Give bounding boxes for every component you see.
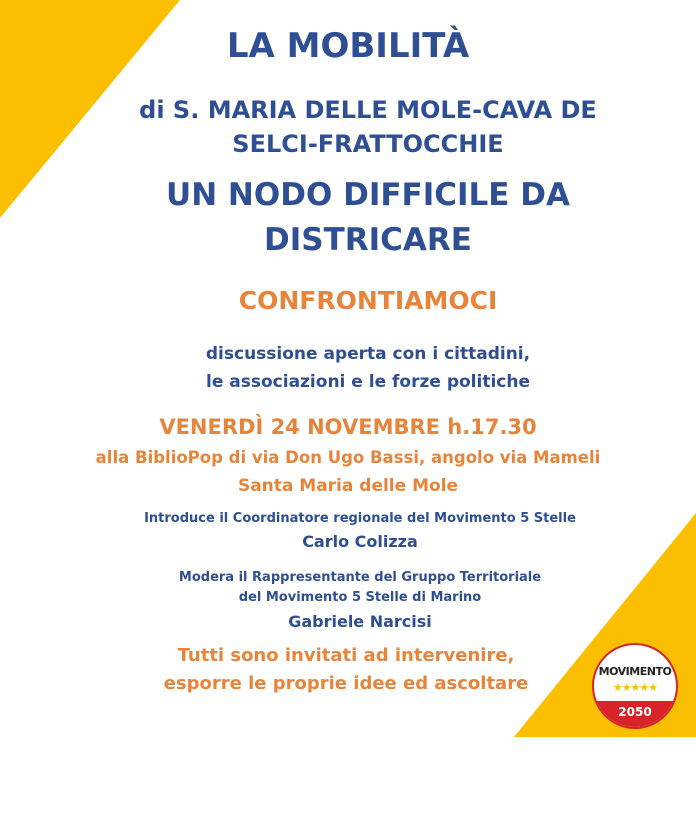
logo-word: MOVIMENTO — [598, 665, 672, 678]
moderator-line-2: del Movimento 5 Stelle di Marino — [238, 590, 482, 605]
subtitle-line-2: SELCI-FRATTOCCHIE — [232, 130, 504, 158]
subtitle-line-1: di S. MARIA DELLE MOLE-CAVA DE — [139, 96, 597, 124]
moderator-name: Gabriele Narcisi — [288, 612, 432, 631]
discussion-line-1: discussione aperta con i cittadini, — [205, 344, 531, 364]
invite-line-2: esporre le proprie idee ed ascoltare — [163, 673, 529, 694]
title: LA MOBILITÀ — [226, 26, 470, 66]
invite-line-1: Tutti sono invitati ad intervenire, — [177, 645, 515, 666]
headline-line-2: DISTRICARE — [264, 222, 472, 258]
intro-name: Carlo Colizza — [302, 532, 418, 551]
logo-stars-icon: ★★★★★ — [612, 681, 658, 694]
venue-line-1: alla BiblioPop di via Don Ugo Bassi, angolo via Mameli — [95, 448, 601, 467]
intro-text: Introduce il Coordinatore regionale del Movimento 5 Stelle — [144, 511, 576, 526]
movimento-logo — [592, 643, 678, 729]
logo-year: 2050 — [594, 701, 676, 727]
call-to-action: CONFRONTIAMOCI — [238, 286, 498, 315]
moderator-line-1: Modera il Rappresentante del Gruppo Territoriale — [178, 570, 542, 585]
headline-line-1: UN NODO DIFFICILE DA — [166, 177, 570, 213]
discussion-line-2: le associazioni e le forze politiche — [206, 372, 530, 392]
event-date: VENERDÌ 24 NOVEMBRE h.17.30 — [159, 415, 537, 439]
venue-line-2: Santa Maria delle Mole — [237, 476, 459, 496]
